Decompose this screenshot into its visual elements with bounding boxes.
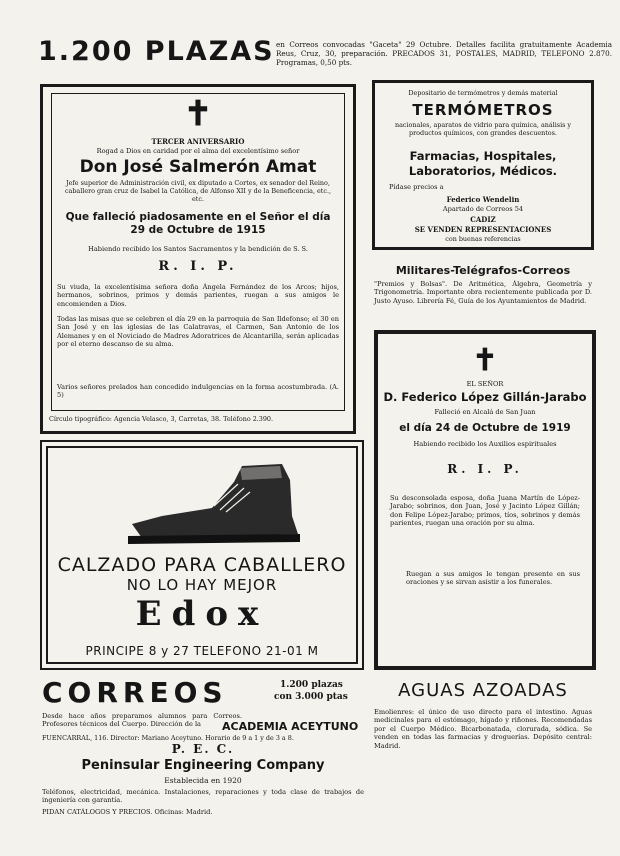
ad-shoes-tagline: NO LO HAY MEJOR — [126, 576, 278, 594]
obituary-rip: R. I. P. — [447, 462, 523, 476]
ad-pec-company: Peninsular Engineering Company — [81, 758, 325, 773]
ad-military-text: "Premios y Bolsas". De Aritmética, Álgebra, Geometría y Trigonometría. Importante obra recientemente publicada por D. Justo Ayuso. Librería Fé, Guía de los Ayuntamientos de Madrid. — [374, 280, 592, 305]
ad-shoes — [40, 440, 364, 670]
ad-correos-title: CORREOS — [42, 676, 228, 709]
ad-shoes-address: PRINCIPE 8 y 27 TELEFONO 21-01 M — [85, 644, 319, 658]
page-title: 1.200 PLAZAS — [38, 36, 275, 67]
ad-thermo-city: CADIZ — [470, 215, 496, 224]
ad-thermo-seller: Federico Wendelin — [446, 195, 520, 204]
obituary-death-date: el día 24 de Octubre de 1919 — [399, 422, 571, 434]
obituary-kicker: EL SEÑOR — [466, 380, 504, 388]
obituary-salmeron — [40, 84, 356, 434]
obituary-body-3: Varios señores prelados han concedido indulgencias en la forma acostumbrada. (A. 5) — [57, 383, 339, 400]
ad-thermo-refs: con buenas referencias — [445, 235, 521, 243]
ad-correos-seats: 1.200 plazas — [280, 680, 343, 690]
obituary-intro: Rogad a Dios en caridad por el alma del excelentísimo señor — [96, 147, 300, 155]
ad-thermo-address: Apartado de Correos 54 — [442, 205, 524, 213]
ad-pec-established: Establecida en 1920 — [164, 776, 242, 785]
obituary-body-2: Todas las misas que se celebren el día 29 en la parroquia de San Ildefonso; el 30 en San José y en las iglesias de las Calatravas, el Carmen, San Antonio de los Alemanes y en el Noviciado de Madres Adoratrices de Alcantarilla, serán aplicadas por el eterno descanso de su alma. — [57, 315, 339, 349]
obituary-rip: R. I. P. — [158, 259, 238, 274]
obituary-bio: Jefe superior de Administración civil, ex diputado a Cortes, ex senador del Reino, caballero gran cruz de Isabel la Católica, de Alfonso XII y de la Beneficencia, etc., etc. — [64, 179, 332, 203]
obituary-footer: Círculo tipográfico: Agencia Velasco, 3, Carretas, 38. Teléfono 2.390. — [49, 415, 274, 423]
obituary-name: Don José Salmerón Amat — [79, 157, 317, 177]
obituary-body-1: Su desconsolada esposa, doña Juana Martín de López-Jarabo; sobrinos, don Juan, José y Jacinto López Gillán; don Felipe López-Jarabo; primos, tíos, sobrinos y demás parientes, ruegan una oración por su alma. — [390, 494, 580, 528]
obituary-name: D. Federico López Gillán-Jarabo — [383, 390, 587, 404]
obituary-body-1: Su viuda, la excelentísima señora doña Ángela Fernández de los Arcos; hijos, hermanos, sobrinos, primos y demás parientes, ruegan a sus amigos le encomienden a Dios. — [57, 283, 339, 308]
ad-correos-salary: con 3.000 ptas — [274, 692, 348, 702]
ad-thermometers — [372, 80, 594, 250]
ad-thermo-line-2: nacionales, aparatos de vidrio para química, análisis y productos químicos, con grandes descuentos. — [394, 121, 572, 137]
obituary-sacraments: Habiendo recibido los Santos Sacramentos y la bendición de S. S. — [88, 245, 308, 253]
obituary-death-date: Que falleció piadosamente en el Señor el día 29 de Octubre de 1915 — [65, 211, 331, 236]
obituary-body-2: Ruegan a sus amigos le tengan presente en sus oraciones y se sirvan asistir a los funerales. — [406, 570, 580, 587]
ad-pec-text-2: PIDAN CATÁLOGOS Y PRECIOS. Oficinas: Madrid. — [42, 808, 213, 816]
ad-thermo-line-1: Depositario de termómetros y demás material — [408, 89, 558, 97]
ad-shoes-headline: CALZADO PARA CABALLERO — [57, 554, 347, 576]
ad-military-title: Militares-Telégrafos-Correos — [395, 264, 571, 277]
obituary-kicker: TERCER ANIVERSARIO — [151, 137, 245, 146]
ad-thermo-line-3: Pídase precios a — [389, 183, 444, 191]
ad-correos-text: Desde hace años preparamos alumnos para Correos. Profesores técnicos del Cuerpo. Dirección de la — [42, 712, 242, 729]
ad-shoes-brand: Edox — [135, 594, 269, 634]
ad-pec-initials: P. E. C. — [171, 742, 235, 756]
ad-correos-academy: ACADEMIA ACEYTUNO — [222, 720, 359, 733]
ad-aguas-title: AGUAS AZOADAS — [398, 680, 568, 701]
obituary-place: Falleció en Alcalá de San Juan — [434, 408, 536, 416]
ad-correos-address: FUENCARRAL, 116. Director: Mariano Aceytuno. Horario de 9 a 1 y de 3 a 8. — [42, 734, 294, 742]
ad-thermo-sale: SE VENDEN REPRESENTACIONES — [414, 225, 552, 234]
shoe-illustration-icon — [122, 458, 312, 548]
cross-icon: ✝ — [472, 343, 498, 378]
header-blurb: en Correos convocadas "Gaceta" 29 Octubre. Detalles facilita gratuitamente Academia Reus, Cruz, 30, preparación. PRECADOS 31, POSTALES, MADRID, TELEFONO 2.870. Programas, 0,50 pts. — [276, 40, 612, 67]
ad-thermo-title: TERMÓMETROS — [412, 101, 554, 119]
obituary-sacraments: Habiendo recibido los Auxilios espirituales — [413, 440, 557, 448]
obituary-lopez — [374, 330, 596, 670]
ad-thermo-targets: Farmacias, Hospitales, Laboratorios, Médicos. — [408, 149, 558, 178]
cross-icon: ✝ — [183, 94, 213, 134]
ad-aguas-text: Emolienres: el único de uso directo para el intestino. Aguas medicinales para el estómago, hígado y riñones. Recomendadas por el Cuerpo Médico. Bicarbonatada, clorurada, sódica. Se venden en todas las farmacias y droguerías. Depósito central: Madrid. — [374, 708, 592, 750]
ad-pec-text-1: Teléfonos, electricidad, mecánica. Instalaciones, reparaciones y toda clase de trabajos de ingeniería con garantía. — [42, 788, 364, 805]
